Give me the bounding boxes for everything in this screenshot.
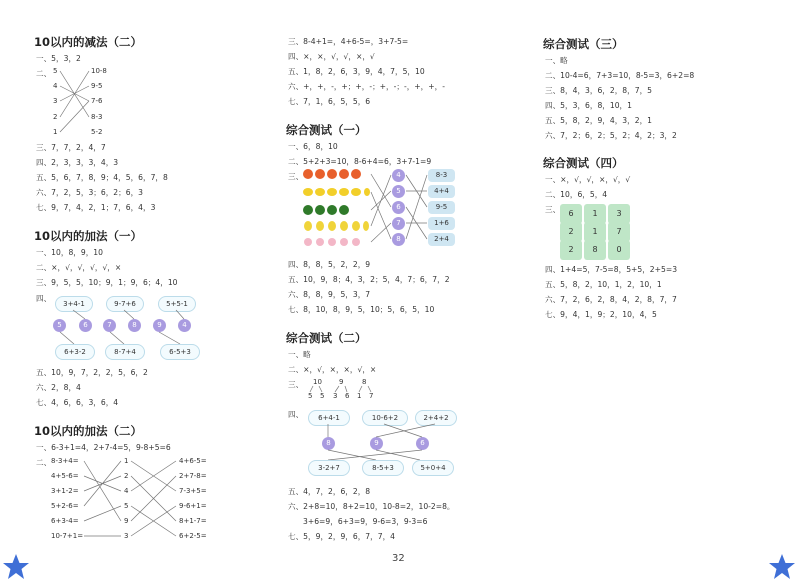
answer-line: 三、9，5，5，10；9，1；9，6；4，10: [36, 278, 178, 287]
result-number: 3: [124, 532, 129, 540]
expression-b: 4+6-5=: [179, 457, 207, 465]
match-left-item: 4: [53, 82, 58, 90]
cloud-expression: 2+4+2: [415, 410, 457, 426]
expression-a: 8-3+4=: [51, 457, 79, 465]
section-title: 10以内的减法（二）: [34, 35, 143, 49]
grid-cell: 2: [560, 240, 582, 260]
number-circle: 6: [392, 201, 405, 214]
result-number: 9: [124, 517, 129, 525]
number-circle: 4: [392, 169, 405, 182]
star-icon: [768, 553, 796, 581]
match-left-item: 2: [53, 113, 58, 121]
answer-line: 四、8，8，5，2，2，9: [288, 260, 371, 269]
answer-line: 一、略: [288, 350, 311, 359]
answer-box: 9-5: [428, 201, 455, 214]
grid-cell: 0: [608, 240, 630, 260]
match-right-item: 9-5: [91, 82, 103, 90]
number-circle: 6: [79, 319, 92, 332]
answer-line: 五、4，7，2，6，2，8: [288, 487, 371, 496]
answer-line: 六、2+8=10，8+2=10，10-8=2，10-2=8。: [288, 502, 455, 511]
answer-line: 一、略: [545, 56, 568, 65]
cloud-expression: 5+5-1: [158, 296, 196, 312]
tree-leaf: 5: [308, 392, 313, 400]
cloud-expression: 10-6+2: [362, 410, 408, 426]
star-icon: [2, 553, 30, 581]
answer-line: 二、×，√，√，√，√，×: [36, 263, 122, 272]
expression-b: 8+1-7=: [179, 517, 207, 525]
expression-a: 4+5-6=: [51, 472, 79, 480]
grid-cell: 1: [584, 222, 606, 242]
section-title: 综合测试（一）: [286, 123, 367, 137]
answer-line: 五、5，8，2，10，1，2，10，1: [545, 280, 662, 289]
expression-a: 6+3-4=: [51, 517, 79, 525]
answer-line: 四、×，×，√，√，×，√: [288, 52, 375, 61]
number-circle: 7: [392, 217, 405, 230]
number-circle: 9: [153, 319, 166, 332]
number-circle: 8: [128, 319, 141, 332]
grid-cell: 3: [608, 204, 630, 224]
tree-leaf: 6: [345, 392, 350, 400]
expression-a: 10-7+1=: [51, 532, 84, 540]
expression-b: 2+7-8=: [179, 472, 207, 480]
section-title: 综合测试（三）: [543, 37, 624, 51]
answer-line: 二、10，6，5，4: [545, 190, 608, 199]
cloud-expression: 9-7+6: [106, 296, 144, 312]
answer-line: 一、5，3，2: [36, 54, 81, 63]
answer-line: 四、2，3，3，3，4，3: [36, 158, 119, 167]
answer-label: 四、: [36, 294, 52, 303]
answer-line: 一、10，8，9，10: [36, 248, 103, 257]
answer-line: 四、5，3，6，8，10，1: [545, 101, 632, 110]
cloud-expression: 6-5+3: [160, 344, 200, 360]
number-circle: 5: [392, 185, 405, 198]
answer-box: 1+6: [428, 217, 455, 230]
answer-box: 4+4: [428, 185, 455, 198]
answer-line: 六、7，2，6，2，8，4，2，8，7，7: [545, 295, 677, 304]
match-left-item: 3: [53, 97, 58, 105]
answer-line: 五、10，9，8；4，3，2；5，4，7；6，7，2: [288, 275, 450, 284]
tree-top: 8: [362, 378, 367, 386]
answer-line: 一、6-3+1=4，2+7-4=5，9-8+5=6: [36, 443, 171, 452]
tree-top: 10: [313, 378, 322, 386]
answer-box: 8-3: [428, 169, 455, 182]
answer-line: 四、1+4=5，7-5=8，5+5，2+5=3: [545, 265, 678, 274]
cloud-expression: 8-7+4: [105, 344, 145, 360]
cloud-expression: 5+0+4: [412, 460, 454, 476]
number-circle: 8: [392, 233, 405, 246]
result-number: 4: [124, 487, 129, 495]
cloud-expression: 6+3-2: [55, 344, 95, 360]
answer-label: 二、: [36, 69, 52, 78]
tree-leaf: 3: [333, 392, 338, 400]
section-title: 综合测试（二）: [286, 331, 367, 345]
answer-line: 二、10-4=6，7+3=10，8-5=3，6+2=8: [545, 71, 695, 80]
answer-line: 五、5，8，2，9，4，3，2，1: [545, 116, 652, 125]
section-title: 10以内的加法（二）: [34, 424, 143, 438]
tree-leaf: 1: [357, 392, 362, 400]
answer-line: 二、×，√，×，×，√，×: [288, 365, 377, 374]
answer-box: 2+4: [428, 233, 455, 246]
answer-line: 七、5，9，2，9，6，7，7，4: [288, 532, 395, 541]
cloud-expression: 6+4-1: [308, 410, 350, 426]
answer-label: 三、: [288, 380, 304, 389]
answer-line: 五、10，9，7，2，2，5，6，2: [36, 368, 148, 377]
answer-line: 七、4，6，6，3，6，4: [36, 398, 119, 407]
answer-line: 六、+，+，-，+；+，-；+，-；-，+，+，-: [288, 82, 445, 91]
answer-line: 七、9，7，4，2，1；7，6，4，3: [36, 203, 156, 212]
match-right-item: 7-6: [91, 97, 103, 105]
match-left-item: 1: [53, 128, 58, 136]
answer-line: 七、9，4，1，9；2，10，4，5: [545, 310, 657, 319]
answer-line: 六、2，8，4: [36, 383, 81, 392]
cloud-expression: 3-2+7: [308, 460, 350, 476]
answer-line: 五、5，6，7，8，9；4，5，6，7，8: [36, 173, 168, 182]
tree-top: 9: [339, 378, 344, 386]
answer-label: 三、: [288, 172, 304, 181]
grid-cell: 6: [560, 204, 582, 224]
answer-line: 七、7，1，6，5，5，6: [288, 97, 371, 106]
answer-line: 一、6，8，10: [288, 142, 338, 151]
grid-cell: 7: [608, 222, 630, 242]
number-circle: 4: [178, 319, 191, 332]
answer-line: 一、×，√，√，×，√，√: [545, 175, 631, 184]
result-number: 1: [124, 457, 129, 465]
result-number: 5: [124, 502, 129, 510]
expression-b: 6+2-5=: [179, 532, 207, 540]
tree-leaf: 7: [369, 392, 374, 400]
cloud-expression: 8-5+3: [362, 460, 404, 476]
section-title: 综合测试（四）: [543, 156, 624, 170]
answer-line: 三、8-4+1=，4+6-5=，3+7-5=: [288, 37, 409, 46]
number-circle: 5: [53, 319, 66, 332]
answer-line: 六、7，2；6，2；5，2；4，2；3，2: [545, 131, 677, 140]
expression-b: 9-6+1=: [179, 502, 207, 510]
match-left-item: 5: [53, 67, 58, 75]
grid-cell: 1: [584, 204, 606, 224]
number-circle: 6: [416, 437, 429, 450]
expression-b: 7-3+5=: [179, 487, 207, 495]
page-number: 32: [392, 553, 405, 564]
answer-line: 七、8，10，8，9，5，10；5，6，5，10: [288, 305, 435, 314]
answer-label: 四、: [288, 410, 304, 419]
expression-a: 5+2-6=: [51, 502, 79, 510]
match-right-item: 10-8: [91, 67, 107, 75]
answer-line: 六、8，8，9，5，3，7: [288, 290, 371, 299]
grid-cell: 8: [584, 240, 606, 260]
grid-cell: 2: [560, 222, 582, 242]
answer-line: 五、1，8，2，6，3，9，4，7，5，10: [288, 67, 425, 76]
answer-line: 三、8，4，3，6，2，8，7，5: [545, 86, 652, 95]
answer-label: 二、: [36, 458, 52, 467]
number-circle: 8: [322, 437, 335, 450]
number-circle: 9: [370, 437, 383, 450]
answer-line: 二、5+2+3=10，8-6+4=6，3+7-1=9: [288, 157, 432, 166]
number-circle: 7: [103, 319, 116, 332]
tree-leaf: 5: [320, 392, 325, 400]
section-title: 10以内的加法（一）: [34, 229, 143, 243]
answer-line: 3+6=9，6+3=9，9-6=3，9-3=6: [303, 517, 428, 526]
cloud-expression: 3+4-1: [55, 296, 93, 312]
answer-line: 六、7，2，5，3；6，2；6，3: [36, 188, 143, 197]
match-right-item: 5-2: [91, 128, 103, 136]
match-right-item: 8-3: [91, 113, 103, 121]
result-number: 2: [124, 472, 129, 480]
answer-line: 三、7，7，2，4，7: [36, 143, 106, 152]
answer-label: 三、: [545, 205, 561, 214]
expression-a: 3+1-2=: [51, 487, 79, 495]
